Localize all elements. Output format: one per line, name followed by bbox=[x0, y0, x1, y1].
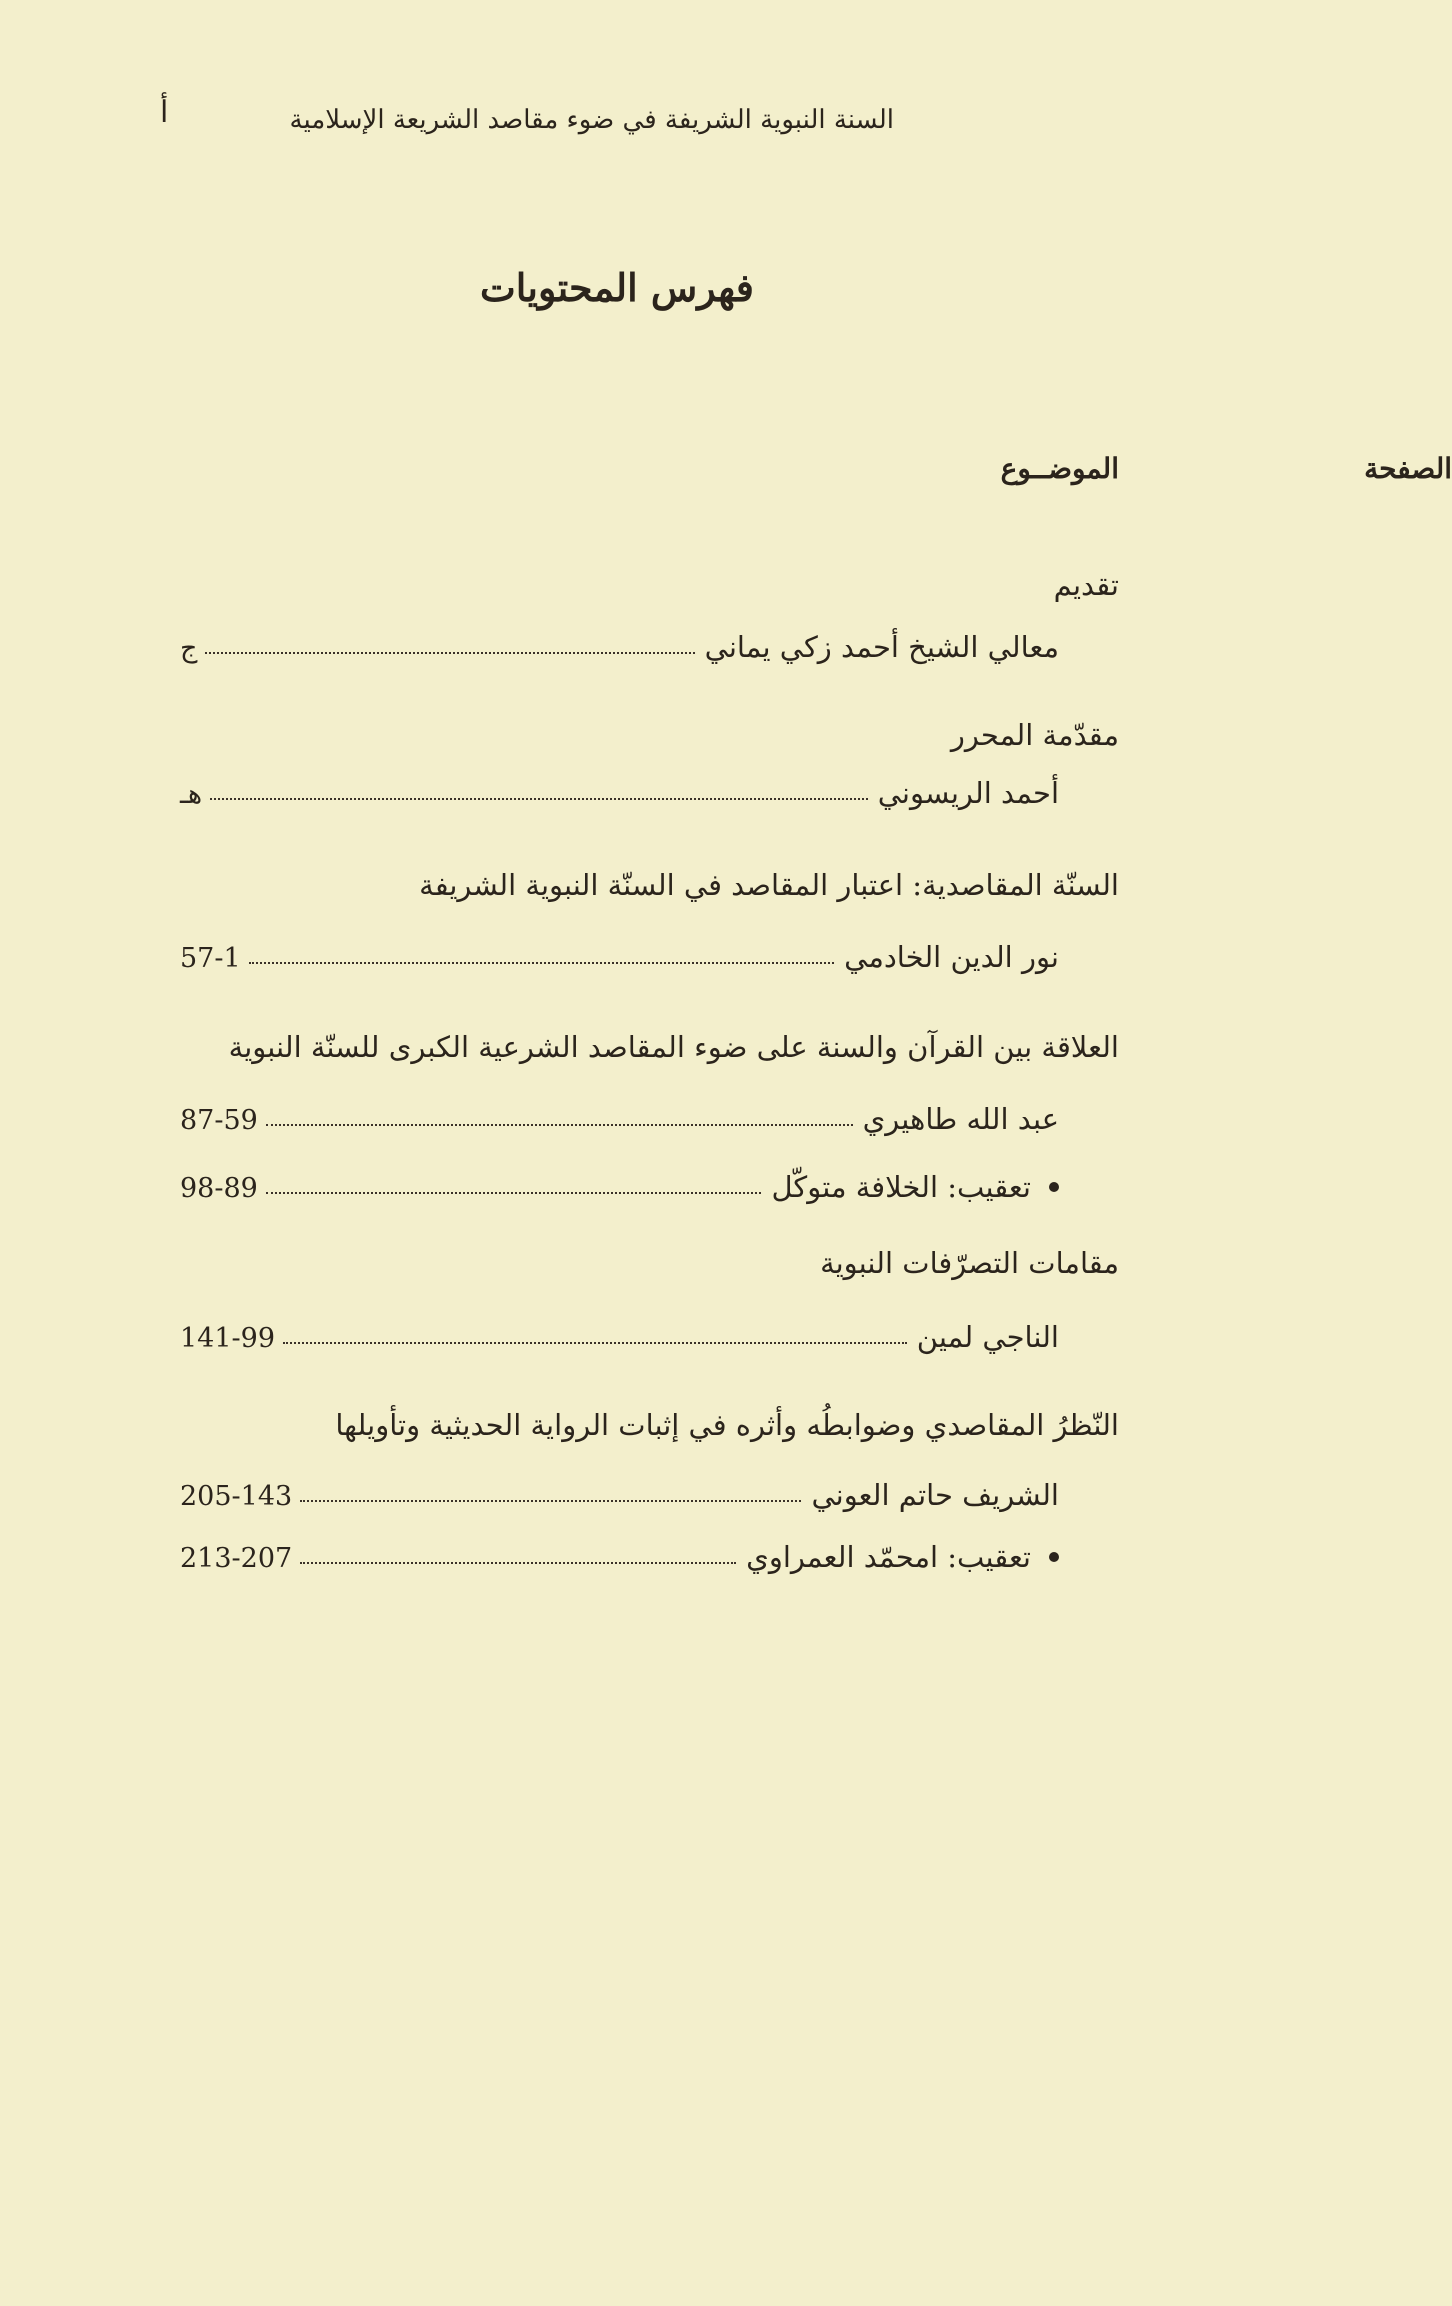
bullet-icon bbox=[1049, 1182, 1059, 1192]
column-header-topic: الموضــوع bbox=[1000, 452, 1119, 485]
toc-section-title: تقديم bbox=[1053, 568, 1119, 602]
toc-section-title: مقامات التصرّفات النبوية bbox=[820, 1246, 1119, 1280]
page-number: أ bbox=[160, 95, 169, 130]
toc-entry[interactable] bbox=[180, 620, 1059, 664]
toc-section-title: السنّة المقاصدية: اعتبار المقاصد في السنّة النبوية الشريفة bbox=[419, 868, 1119, 902]
entry-page: 98-89 bbox=[180, 1173, 258, 1204]
leader-dots bbox=[300, 1562, 736, 1564]
leader-dots bbox=[210, 798, 868, 800]
entry-page: 213-207 bbox=[180, 1543, 293, 1574]
toc-entry-commentary[interactable] bbox=[180, 1160, 1059, 1204]
toc-entry[interactable] bbox=[180, 1468, 1059, 1512]
toc-section-title: مقدّمة المحرر bbox=[950, 718, 1119, 752]
toc-entry[interactable] bbox=[180, 1092, 1059, 1136]
entry-author: عبد الله طاهيري bbox=[862, 1102, 1059, 1136]
toc-entry[interactable] bbox=[180, 930, 1059, 974]
leader-dots bbox=[205, 652, 694, 654]
entry-author: أحمد الريسوني bbox=[877, 776, 1059, 810]
toc-entry[interactable] bbox=[180, 766, 1059, 810]
entry-author: نور الدين الخادمي bbox=[844, 940, 1059, 974]
entry-author: الناجي لمين bbox=[916, 1320, 1059, 1354]
entry-page: هـ bbox=[180, 779, 203, 810]
bullet-icon bbox=[1049, 1552, 1059, 1562]
toc-entry-commentary[interactable] bbox=[180, 1530, 1059, 1574]
leader-dots bbox=[249, 962, 835, 964]
leader-dots bbox=[283, 1342, 907, 1344]
column-header-page: الصفحة bbox=[1364, 452, 1452, 485]
toc-entry[interactable] bbox=[180, 1310, 1059, 1354]
leader-dots bbox=[300, 1500, 801, 1502]
leader-dots bbox=[266, 1192, 762, 1194]
entry-author: الشريف حاتم العوني bbox=[811, 1478, 1059, 1512]
toc-title: فهرس المحتويات bbox=[480, 265, 754, 310]
toc-section-title: النّظرُ المقاصدي وضوابطُه وأثره في إثبات الرواية الحديثية وتأويلها bbox=[335, 1408, 1119, 1442]
entry-page: 57-1 bbox=[180, 943, 241, 974]
entry-author: معالي الشيخ أحمد زكي يماني bbox=[704, 630, 1059, 664]
entry-author: تعقيب: امحمّد العمراوي bbox=[746, 1540, 1031, 1574]
toc-section-title: العلاقة بين القرآن والسنة على ضوء المقاصد الشرعية الكبرى للسنّة النبوية bbox=[228, 1030, 1119, 1064]
entry-page: 141-99 bbox=[180, 1323, 276, 1354]
leader-dots bbox=[266, 1124, 853, 1126]
entry-page: ج bbox=[180, 633, 198, 664]
entry-page: 205-143 bbox=[180, 1481, 293, 1512]
entry-author: تعقيب: الخلافة متوكّل bbox=[771, 1170, 1031, 1204]
running-header: السنة النبوية الشريفة في ضوء مقاصد الشريعة الإسلامية bbox=[289, 105, 894, 135]
entry-page: 87-59 bbox=[180, 1105, 258, 1136]
